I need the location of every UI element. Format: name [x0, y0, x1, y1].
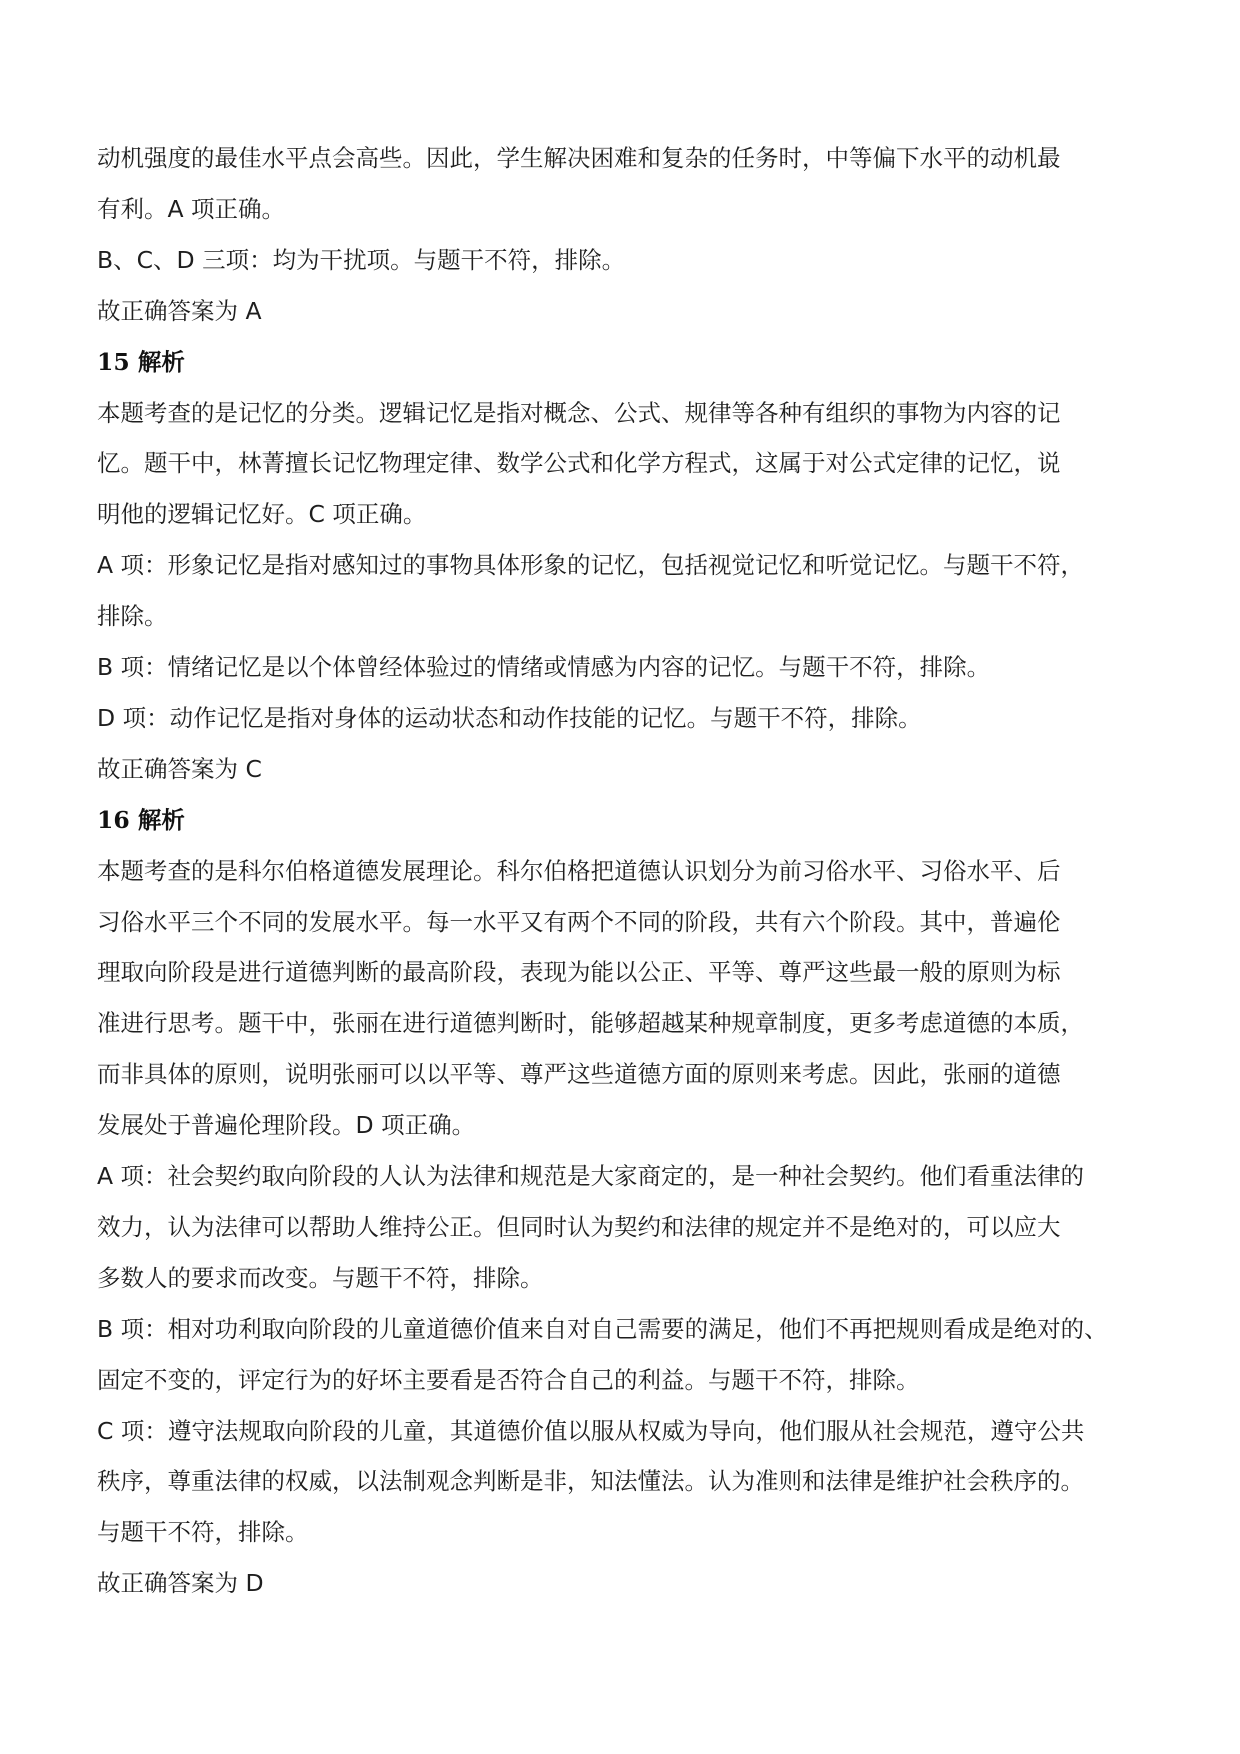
- text-line: 本题考查的是记忆的分类。逻辑记忆是指对概念、公式、规律等各种有组织的事物为内容的记: [97, 398, 1061, 427]
- text-line: 发展处于普遍伦理阶段。D 项正确。: [97, 1111, 476, 1140]
- text-line: 而非具体的原则，说明张丽可以以平等、尊严这些道德方面的原则来考虑。因此，张丽的道德: [97, 1060, 1061, 1089]
- text-line: 忆。题干中，林菁擅长记忆物理定律、数学公式和化学方程式，这属于对公式定律的记忆，说: [97, 449, 1061, 478]
- text-line: 理取向阶段是进行道德判断的最高阶段，表现为能以公正、平等、尊严这些最一般的原则为标: [97, 958, 1061, 987]
- text-line: 动机强度的最佳水平点会高些。因此，学生解决困难和复杂的任务时，中等偏下水平的动机最: [97, 144, 1061, 172]
- text-line: B、C、D 三项：均为干扰项。与题干不符，排除。: [97, 245, 626, 274]
- text-line: 秩序，尊重法律的权威，以法制观念判断是非，知法懂法。认为准则和法律是维护社会秩序的。: [97, 1467, 1084, 1496]
- text-line: 习俗水平三个不同的发展水平。每一水平又有两个不同的阶段，共有六个阶段。其中，普遍伦: [97, 907, 1061, 936]
- text-line: 固定不变的，评定行为的好坏主要看是否符合自己的利益。与题干不符，排除。: [97, 1365, 920, 1394]
- section-heading: 15 解析: [97, 347, 185, 376]
- text-line: 准进行思考。题干中，张丽在进行道德判断时，能够超越某种规章制度，更多考虑道德的本质，: [97, 1009, 1084, 1038]
- text-line: 与题干不符，排除。: [97, 1518, 309, 1547]
- text-line: A 项：形象记忆是指对感知过的事物具体形象的记忆，包括视觉记忆和听觉记忆。与题干不符，: [97, 551, 1085, 580]
- text-line: 明他的逻辑记忆好。C 项正确。: [97, 500, 427, 529]
- text-line: B 项：相对功利取向阶段的儿童道德价值来自对自己需要的满足，他们不再把规则看成是绝对的、: [97, 1314, 1108, 1343]
- text-line: B 项：情绪记忆是以个体曾经体验过的情绪或情感为内容的记忆。与题干不符，排除。: [97, 653, 991, 681]
- text-line: 故正确答案为 A: [97, 296, 262, 325]
- text-line: 本题考查的是科尔伯格道德发展理论。科尔伯格把道德认识划分为前习俗水平、习俗水平、后: [97, 856, 1061, 885]
- text-line: 故正确答案为 C: [97, 754, 262, 783]
- text-line: D 项：动作记忆是指对身体的运动状态和动作技能的记忆。与题干不符，排除。: [97, 703, 922, 732]
- section-heading: 16 解析: [97, 805, 185, 834]
- text-line: A 项：社会契约取向阶段的人认为法律和规范是大家商定的，是一种社会契约。他们看重法律的: [97, 1162, 1085, 1190]
- text-line: 故正确答案为 D: [97, 1569, 264, 1598]
- text-line: C 项：遵守法规取向阶段的儿童，其道德价值以服从权威为导向，他们服从社会规范，遵守公共: [97, 1416, 1085, 1445]
- text-line: 多数人的要求而改变。与题干不符，排除。: [97, 1263, 544, 1292]
- text-line: 排除。: [97, 602, 168, 631]
- text-line: 有利。A 项正确。: [97, 194, 286, 223]
- text-line: 效力，认为法律可以帮助人维持公正。但同时认为契约和法律的规定并不是绝对的，可以应大: [97, 1212, 1061, 1241]
